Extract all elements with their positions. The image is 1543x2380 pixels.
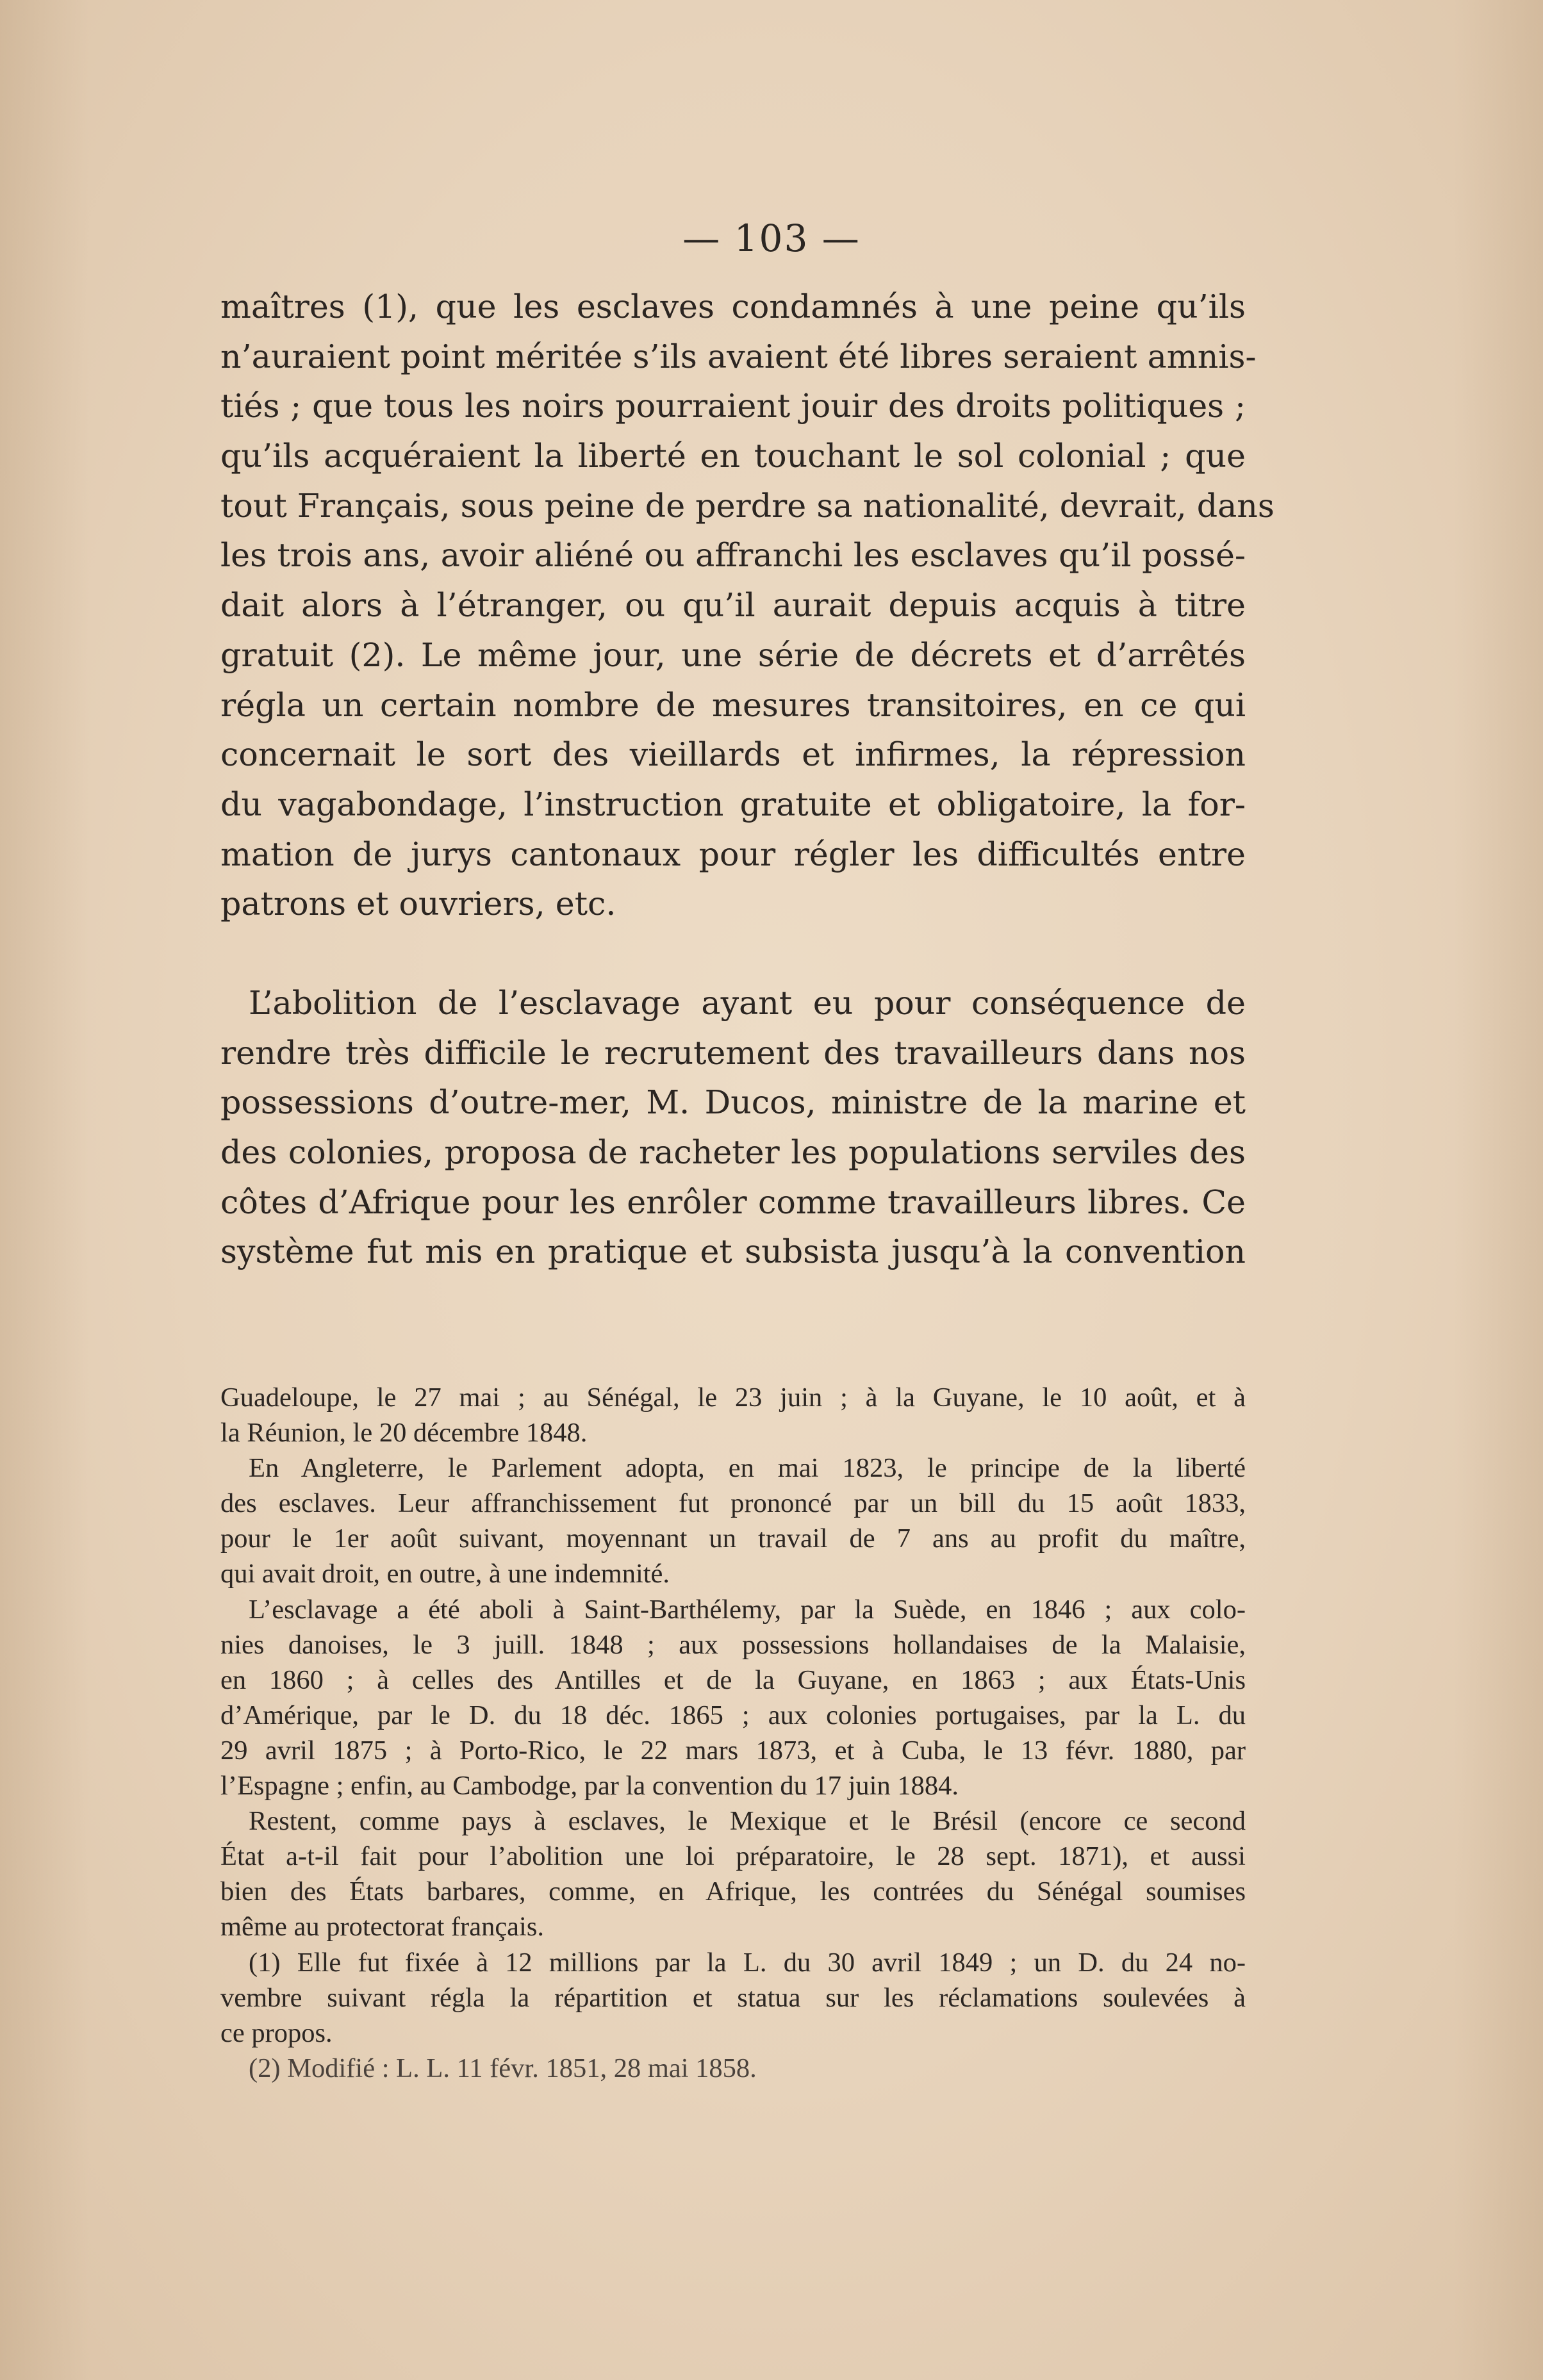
text-line: du vagabondage, l’instruction gratuite et obligatoire, la for- — [220, 785, 1246, 823]
text-line: qu’ils acquéraient la liberté en touchant le sol colonial ; que — [220, 437, 1246, 475]
note-line: bien des États barbares, comme, en Afrique, les contrées du Sénégal soumises — [220, 1876, 1246, 1907]
text-line: tout Français, sous peine de perdre sa nationalité, devrait, dans — [220, 486, 1275, 525]
note-line: la Réunion, le 20 décembre 1848. — [220, 1418, 588, 1449]
paragraph-1 — [220, 282, 1275, 929]
text-line: rendre très difficile le recrutement des travailleurs dans nos — [220, 1033, 1246, 1072]
text-line: patrons et ouvriers, etc. — [220, 885, 616, 923]
text-line: côtes d’Afrique pour les enrôler comme travailleurs libres. Ce — [220, 1183, 1246, 1221]
note-line: Restent, comme pays à esclaves, le Mexique et le Brésil (encore ce second — [249, 1806, 1246, 1837]
note-line: 29 avril 1875 ; à Porto-Rico, le 22 mars 1873, et à Cuba, le 13 févr. 1880, par — [220, 1735, 1246, 1766]
text-line: maîtres (1), que les esclaves condamnés à une peine qu’ils — [220, 288, 1246, 325]
note-line: (2) Modifié : L. L. 11 févr. 1851, 28 mai 1858. — [249, 2053, 757, 2083]
note-line: d’Amérique, par le D. du 18 déc. 1865 ; aux colonies portugaises, par la L. du — [220, 1700, 1246, 1730]
text-line: tiés ; que tous les noirs pourraient jouir des droits politiques ; — [220, 387, 1246, 425]
page-edge-shading-left — [0, 0, 90, 2380]
note-line: (1) Elle fut fixée à 12 millions par la L. du 30 avril 1849 ; un D. du 24 no- — [249, 1947, 1246, 1978]
text-line: n’auraient point méritée s’ils avaient été libres seraient amnis- — [220, 337, 1257, 375]
text-line: système fut mis en pratique et subsista jusqu’à la convention — [220, 1233, 1246, 1271]
note-line: L’esclavage a été aboli à Saint-Barthélemy, par la Suède, en 1846 ; aux colo- — [249, 1594, 1246, 1625]
note-line: nies danoises, le 3 juill. 1848 ; aux possessions hollandaises de la Malaisie, — [220, 1629, 1246, 1660]
text-line: mation de jurys cantonaux pour régler les difficultés entre — [220, 835, 1246, 873]
note-line: ce propos. — [220, 2017, 333, 2048]
text-line: L’abolition de l’esclavage ayant eu pour conséquence de — [249, 984, 1246, 1022]
note-line: En Angleterre, le Parlement adopta, en mai 1823, le principe de la liberté — [249, 1453, 1246, 1484]
text-line: possessions d’outre-mer, M. Ducos, ministre de la marine et — [220, 1083, 1246, 1122]
note-line: en 1860 ; à celles des Antilles et de la Guyane, en 1863 ; aux États-Unis — [220, 1664, 1246, 1695]
note-line: Guadeloupe, le 27 mai ; au Sénégal, le 23 juin ; à la Guyane, le 10 août, et à — [220, 1383, 1246, 1413]
text-line: dait alors à l’étranger, ou qu’il aurait depuis acquis à titre — [220, 586, 1246, 625]
note-line: vembre suivant régla la répartition et statua sur les réclamations soulevées à — [220, 1982, 1246, 2013]
note-line: qui avait droit, en outre, à une indemnité. — [220, 1559, 670, 1589]
text-line: des colonies, proposa de racheter les populations serviles des — [220, 1133, 1246, 1172]
footnotes — [220, 1380, 1246, 2086]
text-line: les trois ans, avoir aliéné ou affranchi les esclaves qu’il possé- — [220, 536, 1246, 575]
paragraph-2 — [220, 978, 1246, 1277]
page-number: — 103 — — [682, 217, 861, 260]
text-line: régla un certain nombre de mesures transitoires, en ce qui — [220, 685, 1246, 724]
text-line: concernait le sort des vieillards et infirmes, la répression — [220, 735, 1246, 774]
text-line: gratuit (2). Le même jour, une série de décrets et d’arrêtés — [220, 636, 1246, 674]
note-line: l’Espagne ; enfin, au Cambodge, par la convention du 17 juin 1884. — [220, 1771, 959, 1801]
note-line: même au protectorat français. — [220, 1912, 545, 1942]
note-line: des esclaves. Leur affranchissement fut prononcé par un bill du 15 août 1833, — [220, 1488, 1246, 1519]
page-edge-shading-right — [1453, 0, 1543, 2380]
note-line: État a-t-il fait pour l’abolition une loi préparatoire, le 28 sept. 1871), et aussi — [220, 1841, 1246, 1872]
note-line: pour le 1er août suivant, moyennant un travail de 7 ans au profit du maître, — [220, 1523, 1246, 1554]
